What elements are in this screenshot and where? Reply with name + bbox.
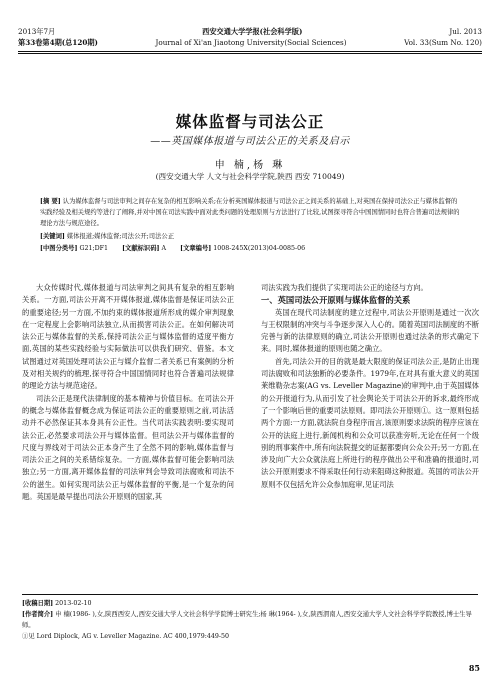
keywords-text: 媒体报道;媒体监督;司法公开;司法公正 bbox=[66, 232, 174, 240]
received-label: [收稿日期] bbox=[22, 600, 54, 607]
running-header bbox=[18, 26, 482, 48]
abstract-label: [摘 要] bbox=[40, 198, 61, 205]
article-no-label: [文章编号] bbox=[180, 244, 212, 252]
body-paragraph: 大众传媒时代,媒体报道与司法审判之间具有复杂的相互影响关系。一方面,司法公开离不开媒体报道,媒体监督是保证司法公正的重要途径;另一方面,不加约束的媒体报道所形成的媒介审判现象在一定程度上会影响司法独立,从而损害司法公正。在如何解决司法公正与媒体监督的关系,保持司法公正与媒体监督的适度平衡方面,英国的某些实践经验与实际做法可以供我们研究、借鉴。本文试图通过对英国处理司法公正与媒介监督二者关系已有案例的分析及对相关规约的梳理,探寻符合中国国情同时也符合普遍司法规律的理论方法与规范途径。 bbox=[22, 283, 234, 391]
author-bio: 申 楠(1986- ),女,陕西西安人,西安交通大学人文社会科学学院博士研究生;杨 琳(1964- ),女,陕西渭南人,西安交通大学人文社会科学学院教授,博士生导师。 bbox=[22, 611, 472, 629]
body-paragraph: 英国在现代司法制度的建立过程中,司法公开原则是通过一次次与王权限制的冲突与斗争逐步深入人心的。随着英国司法制度的不断完善与新的法律原则的确立,司法公开原则也通过法条的形式确定下来。同时,媒体报道的原则也随之确立。 bbox=[261, 307, 479, 354]
article-title: 媒体监督与司法公正 bbox=[175, 112, 325, 131]
keywords-label: [关键词] bbox=[40, 232, 65, 240]
body-paragraph: 司法实践为我们提供了实现司法公正的途径与方向。 bbox=[261, 283, 428, 292]
article-authors: 申 楠,杨 琳 bbox=[214, 160, 286, 171]
article-affiliation: (西安交通大学 人文与社会科学学院,陕西 西安 710049) bbox=[155, 172, 345, 181]
page-number: 85 bbox=[468, 663, 480, 673]
article-no-value: 1008-245X(2013)04-0085-06 bbox=[213, 244, 306, 252]
article-subtitle: ——英国媒体报道与司法公正的关系及启示 bbox=[150, 136, 350, 147]
header-journal-cn: 西安交通大学学报(社会科学版) bbox=[202, 27, 303, 36]
abstract-text: 认为媒体监督与司法审判之间存在复杂的相互影响关系;在分析英国媒体报道与司法公正之间关系的基础上,对英国在保持司法公正与媒体监督的实践经验及相关规约等进行了阐释,并对中国在司法实践中面对此类问题的处理原则与方法进行了比较,试图探寻符合中国国情同时也符合普遍司法规律的理论方法与规范途径。 bbox=[40, 198, 460, 228]
header-date-cn: 2013年7月 bbox=[18, 27, 56, 36]
clc-label: [中图分类号] bbox=[40, 244, 78, 252]
body-paragraph: 司法公正是现代法律制度的基本精神与价值目标。在司法公开的概念与媒体监督概念成为保证司法公正的重要原则之前,司法活动并不必然保证其本身具有公正性。当代司法实践表明:要实现司法公正,必然要求司法公开与媒体监督。但司法公开与媒体监督的尺度与界线对于司法公正本身产生了全然不同的影响,媒体监督与司法公正之间的关系错综复杂。一方面,媒体监督可能会影响司法独立;另一方面,离开媒体监督的司法审判会导致司法腐败和司法不公的滋生。如何实现司法公正与媒体监督的平衡,是一个复杂的问题。英国是最早提出司法公开原则的国家,其 bbox=[22, 393, 234, 502]
right-column bbox=[261, 282, 479, 491]
body-paragraph: 首先,司法公开的目的就是最大限度的保证司法公正,是防止出现司法腐败和司法独断的必要条件。1979年,在对具有重大意义的英国莱维勒杂志案(AG vs. Leveller Magazine)的审判中,由于英国媒体的公开报道行为,从而引发了社会舆论关于司法公开的诉求,最终形成了一个影响后世的重要司法原则。即司法公开原则①。这一原则包括两个方面:一方面,就法院自身程序而言,该原则要求法院的程序应该在公开的法庭上进行,新闻机构和公众可以获准旁听,无论在任何一个级别的刑事案件中,所有向法院提交的证据都要向公众公开;另一方面,在涉及向广大公众就法庭上所进行的程序做出公平和准确的报道时,司法公开原则要求不得采取任何行动来阻碍这种报道。英国的司法公开原则不仅包括允许公众参加庭审,见证司法 bbox=[261, 356, 479, 489]
header-date-en: Jul. 2013 bbox=[449, 27, 482, 36]
header-rule bbox=[18, 51, 482, 52]
doc-code-value: A bbox=[161, 244, 167, 252]
abstract-block bbox=[40, 196, 460, 254]
section-heading: 一、英国司法公开原则与媒体监督的关系 bbox=[261, 295, 411, 306]
header-journal-en: Journal of Xi'an Jiaotong University(Social Sciences) bbox=[155, 38, 347, 47]
footer-rule bbox=[22, 594, 478, 595]
header-volume-cn: 第33卷第4期(总120期) bbox=[18, 38, 98, 47]
received-date: 2013-02-10 bbox=[55, 600, 92, 607]
clc-value: G21;DF1 bbox=[79, 244, 109, 252]
header-rule-thin bbox=[18, 53, 482, 54]
footnote: ①见 Lord Diplock, AG v. Leveller Magazine. AC 400,1979:449-50 bbox=[22, 633, 230, 640]
footer-notes bbox=[22, 598, 478, 642]
classification-row bbox=[40, 243, 460, 254]
doc-code-label: [文献标识码] bbox=[122, 244, 160, 252]
left-column bbox=[22, 282, 234, 503]
header-volume-en: Vol. 33(Sum No. 120) bbox=[404, 38, 482, 47]
author-bio-label: [作者简介] bbox=[22, 611, 54, 618]
